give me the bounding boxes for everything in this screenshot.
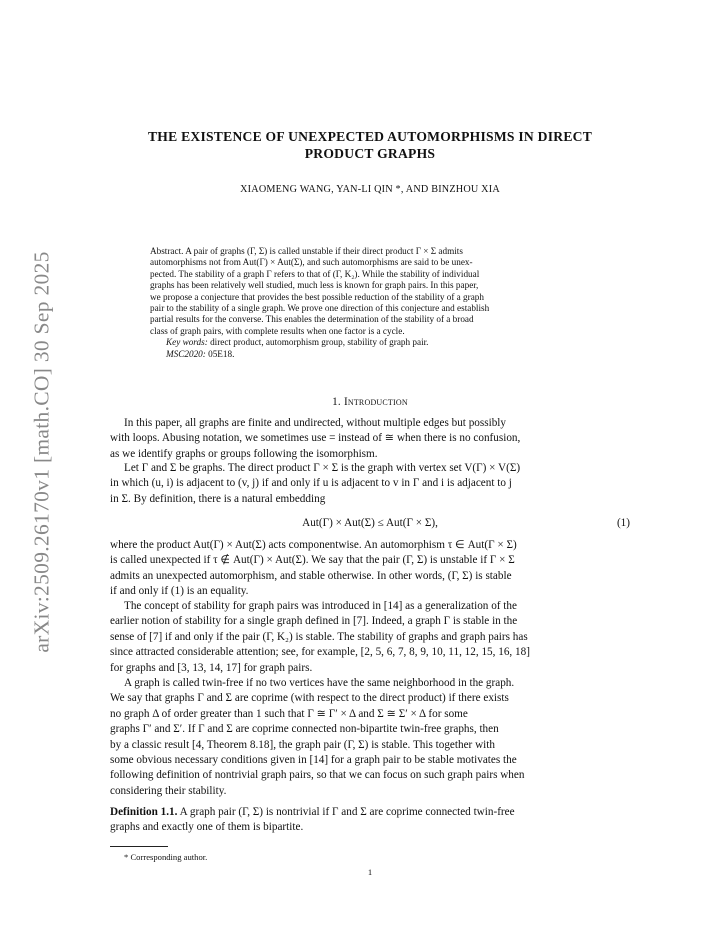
text-line: Let Γ and Σ be graphs. The direct product Γ × Σ is the graph with vertex set V(Γ) × V(Σ) xyxy=(124,462,521,474)
text-line: admits an unexpected automorphism, and stable otherwise. In other words, (Γ, Σ) is stable xyxy=(110,569,512,582)
text-line: In this paper, all graphs are finite and undirected, without multiple edges but possibly xyxy=(124,417,507,429)
paragraph-1 xyxy=(110,416,630,462)
text-line: following definition of nontrivial graph pairs, so that we can focus on such graph pairs when xyxy=(110,769,525,782)
text-line: in Σ. By definition, there is a natural embedding xyxy=(110,492,326,505)
paragraph-3 xyxy=(110,538,630,600)
definition-line-1 xyxy=(110,805,630,820)
keywords-label: Key words: xyxy=(166,337,208,348)
msc-code: 05E18. xyxy=(208,348,235,359)
abstract xyxy=(150,246,590,360)
definition-label: Definition 1.1. xyxy=(110,806,178,818)
section-number: 1. xyxy=(332,396,341,408)
paragraph-2 xyxy=(110,461,630,507)
paragraph-5 xyxy=(110,676,630,799)
msc-classification xyxy=(150,349,590,360)
paragraph-4 xyxy=(110,599,630,676)
text-line: if and only if (1) is an equality. xyxy=(110,585,249,598)
text-line: sense of [7] if and only if the pair (Γ, K₂) is stable. The stability of graphs and graph pairs has xyxy=(110,630,528,643)
text-line: is called unexpected if τ ∉ Aut(Γ) × Aut(Σ). We say that the pair (Γ, Σ) is unstable if Γ × Σ xyxy=(110,554,515,567)
keywords-text: direct product, automorphism group, stability of graph pair. xyxy=(210,337,429,348)
text-line: The concept of stability for graph pairs was introduced in [14] as a generalization of the xyxy=(124,600,517,612)
text-line: no graph Δ of order greater than 1 such that Γ ≅ Γ′ × Δ and Σ ≅ Σ′ × Δ for some xyxy=(110,707,468,720)
text-line: graphs Γ′ and Σ′. If Γ and Σ are coprime connected non-bipartite twin-free graphs, then xyxy=(110,723,499,736)
text-line: considering their stability. xyxy=(110,784,227,797)
page-number: 1 xyxy=(367,867,373,877)
title-line-2: PRODUCT GRAPHS xyxy=(304,145,436,161)
section-name: Introduction xyxy=(343,396,408,408)
definition-line-2: graphs and exactly one of them is bipartite. xyxy=(110,821,304,834)
text-line: A graph is called twin-free if no two vertices have the same neighborhood in the graph. xyxy=(124,677,515,689)
footnote: * Corresponding author. xyxy=(124,852,208,862)
author-list: XIAOMENG WANG, YAN-LI QIN *, AND BINZHOU XIA xyxy=(240,184,500,195)
abstract-line: automorphisms not from Aut(Γ) × Aut(Σ), and such automorphisms are said to be unex- xyxy=(150,257,473,268)
abstract-line: graphs has been relatively well studied, much less is known for graph pairs. In this paper, xyxy=(150,280,479,291)
text-line: by a classic result [4, Theorem 8.18], the graph pair (Γ, Σ) is stable. This together with xyxy=(110,738,495,751)
equation-number: (1) xyxy=(616,517,630,529)
abstract-line: class of graph pairs, with complete results when one factor is a cycle. xyxy=(150,325,405,336)
equation-text: Aut(Γ) × Aut(Σ) ≤ Aut(Γ × Σ), xyxy=(302,517,438,529)
definition-text: A graph pair (Γ, Σ) is nontrivial if Γ and Σ are coprime connected twin-free xyxy=(179,806,515,818)
msc-label: MSC2020: xyxy=(166,348,206,359)
text-line: some obvious necessary conditions given in [14] for a graph pair to be stable motivates the xyxy=(110,754,517,767)
footnote-rule xyxy=(110,846,168,847)
title-line-1: THE EXISTENCE OF UNEXPECTED AUTOMORPHISMS IN DIRECT xyxy=(147,129,593,144)
abstract-line: pected. The stability of a graph Γ refers to that of (Γ, K₂). While the stability of individual xyxy=(150,268,480,279)
abstract-line: partial results for the converse. This enables the determination of the stability of a broad xyxy=(150,314,474,325)
abstract-line: Abstract. A pair of graphs (Γ, Σ) is called unstable if their direct product Γ × Σ admits xyxy=(150,246,463,256)
text-line: where the product Aut(Γ) × Aut(Σ) acts componentwise. An automorphism τ ∈ Aut(Γ × Σ) xyxy=(110,539,517,551)
text-line: for graphs and [3, 13, 14, 17] for graph pairs. xyxy=(110,661,313,674)
text-line: We say that graphs Γ and Σ are coprime (with respect to the direct product) if there exists xyxy=(110,692,509,705)
definition-1-1 xyxy=(110,805,630,836)
text-line: in which (u, i) is adjacent to (v, j) if and only if u is adjacent to v in Γ and i is adjacent to j xyxy=(110,477,512,490)
text-line: earlier notion of stability for a single graph defined in [7]. Indeed, a graph Γ is stable in the xyxy=(110,615,518,628)
section-heading xyxy=(110,396,630,408)
abstract-line: pair to the stability of a single graph. We prove one direction of this conjecture and establish xyxy=(150,303,490,314)
paper-title xyxy=(100,129,640,162)
arxiv-identifier-stamp[interactable]: arXiv:2509.26170v1 [math.CO] 30 Sep 2025 xyxy=(29,251,54,653)
text-line: with loops. Abusing notation, we sometimes use = instead of ≅ when there is no confusion, xyxy=(110,432,521,445)
text-line: as we identify graphs or groups following the isomorphism. xyxy=(110,447,378,460)
abstract-line: we propose a conjecture that provides the best possible reduction of the stability of a graph xyxy=(150,291,484,302)
keywords xyxy=(150,337,590,348)
text-line: since attracted considerable attention; see, for example, [2, 5, 6, 7, 8, 9, 10, 11, 12, 15, 16, 18] xyxy=(110,646,530,659)
